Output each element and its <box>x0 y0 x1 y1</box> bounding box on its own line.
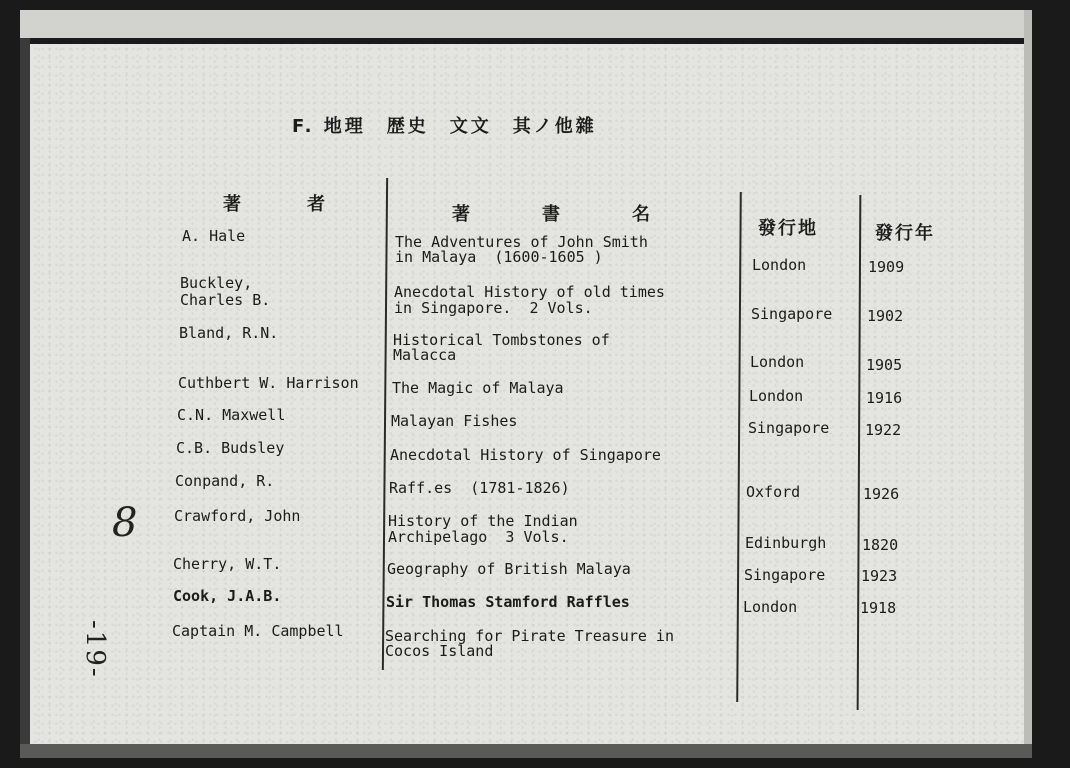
row-2-place: Singapore <box>751 305 833 323</box>
header-publish-year: 發行年 <box>875 223 935 244</box>
left-page-edge <box>20 38 30 758</box>
row-7-place: Oxford <box>746 483 801 501</box>
handwritten-number-mark: 8 <box>112 500 138 546</box>
row-4-title-line-1: The Magic of Malaya <box>392 379 564 397</box>
row-9-author: Cherry, W.T. <box>173 555 282 573</box>
row-9-title-line-1: Geography of British Malaya <box>387 560 631 578</box>
row-4-place: London <box>749 387 804 405</box>
row-6-title-line-1: Anecdotal History of Singapore <box>390 446 661 464</box>
column-divider-2 <box>736 192 742 702</box>
row-3-place: London <box>750 353 805 371</box>
row-7-year: 1926 <box>863 485 900 503</box>
row-5-year: 1922 <box>865 421 902 439</box>
header-author: 著 者 <box>223 194 335 215</box>
bottom-rule <box>20 744 1032 758</box>
row-3-year: 1905 <box>866 356 903 374</box>
row-1-place: London <box>752 256 807 274</box>
row-1-title-line-2: in Malaya (1600-1605 ) <box>395 248 603 266</box>
row-1-title-line-1: The Adventures of John Smith <box>395 233 648 251</box>
row-10-author: Cook, J.A.B. <box>173 587 282 605</box>
row-11-title-line-1: Searching for Pirate Treasure in <box>385 627 674 645</box>
row-10-year: 1918 <box>860 599 897 617</box>
row-5-place: Singapore <box>748 419 830 437</box>
row-1-author: A. Hale <box>182 227 246 245</box>
row-3-author: Bland, R.N. <box>179 324 279 342</box>
header-publish-place: 發行地 <box>758 218 818 239</box>
row-10-place: London <box>743 598 798 616</box>
section-title: F. 地理 歴史 文文 其ノ他雜 <box>292 116 597 137</box>
row-5-author: C.N. Maxwell <box>177 406 286 424</box>
row-8-year: 1820 <box>862 536 899 554</box>
row-3-title-line-1: Historical Tombstones of <box>393 331 610 349</box>
row-7-author: Conpand, R. <box>175 472 275 490</box>
row-10-title-line-1: Sir Thomas Stamford Raffles <box>386 593 630 611</box>
row-6-author: C.B. Budsley <box>176 439 285 457</box>
row-11-title-line-2: Cocos Island <box>385 642 494 660</box>
row-9-year: 1923 <box>861 567 898 585</box>
row-4-author: Cuthbert W. Harrison <box>178 374 359 392</box>
column-divider-3 <box>857 195 862 710</box>
row-8-title-line-2: Archipelago 3 Vols. <box>388 528 569 546</box>
row-2-title-line-1: Anecdotal History of old times <box>394 283 665 301</box>
row-2-year: 1902 <box>867 307 904 325</box>
row-11-author: Captain M. Campbell <box>172 622 344 640</box>
row-5-title-line-1: Malayan Fishes <box>391 412 518 430</box>
row-9-place: Singapore <box>744 566 826 584</box>
row-7-title-line-1: Raff.es (1781-1826) <box>389 479 570 497</box>
row-8-author: Crawford, John <box>174 507 301 525</box>
right-page-edge <box>1024 10 1032 758</box>
document-page <box>20 10 1032 758</box>
row-4-year: 1916 <box>866 389 903 407</box>
header-book-title: 著 書 名 <box>452 204 662 225</box>
top-margin-band <box>20 10 1032 38</box>
row-1-year: 1909 <box>868 258 905 276</box>
row-3-title-line-2: Malacca <box>393 346 457 364</box>
top-rule <box>20 38 1032 44</box>
page-number: -19- <box>80 620 110 679</box>
row-8-place: Edinburgh <box>745 534 827 552</box>
row-8-title-line-1: History of the Indian <box>388 512 578 530</box>
row-2-title-line-2: in Singapore. 2 Vols. <box>394 299 593 317</box>
row-2-author: Buckley, Charles B. <box>180 274 271 309</box>
